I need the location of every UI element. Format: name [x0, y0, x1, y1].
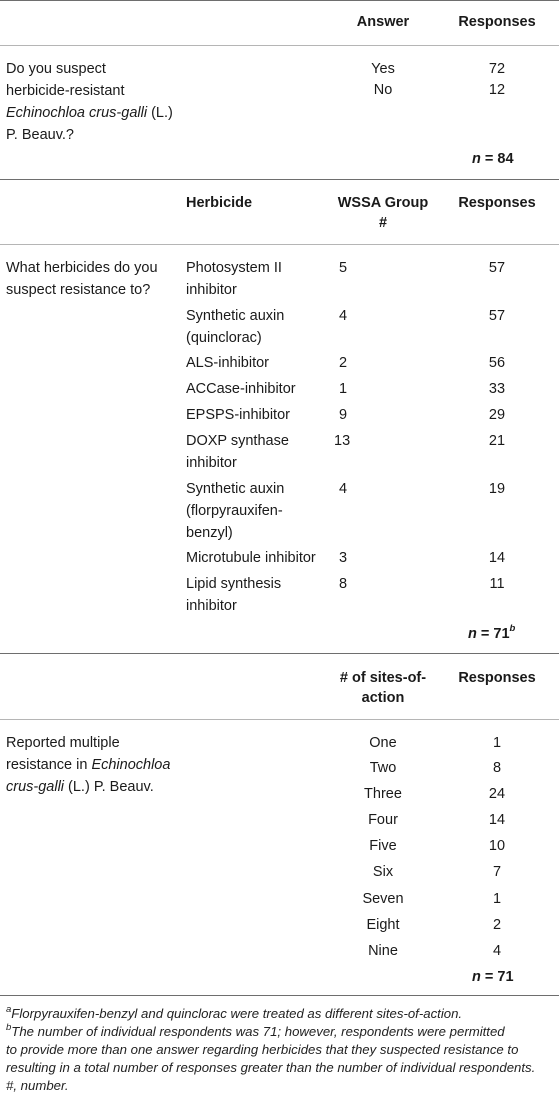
sites-responses-2: 8: [492, 760, 502, 776]
group-row-7: 4: [339, 481, 348, 497]
n-value-2: = 71: [476, 626, 510, 642]
group-row-9: 8: [339, 576, 348, 592]
group-row-1: 5: [339, 260, 348, 276]
herbicide-row-6-line2: inhibitor: [186, 455, 237, 471]
responses-row-5: 29: [488, 407, 506, 423]
herbicide-row-1-line2: inhibitor: [186, 282, 237, 298]
question-multiple-resistance-line2: [6, 756, 170, 775]
n-label: n: [472, 151, 481, 167]
section3-header-rule: [0, 719, 559, 720]
section1-bottom-rule: [0, 179, 559, 180]
herbicide-row-1-line1: Photosystem II: [186, 260, 282, 276]
sites-responses-8: 2: [492, 917, 502, 933]
sites-row-1: One: [369, 735, 397, 751]
footnote-b-line1: [6, 1023, 554, 1041]
section2-bottom-rule: [0, 653, 559, 654]
section1-header-rule: [0, 45, 559, 46]
herbicide-row-3: ALS-inhibitor: [186, 355, 270, 371]
n-value-3: = 71: [480, 969, 514, 985]
sites-row-4: Four: [368, 812, 398, 828]
group-row-6: 13: [334, 433, 351, 449]
answer-yes: Yes: [371, 61, 395, 77]
footnote-a-text: Florpyrauxifen-benzyl and quinclorac were treated as different sites-of-action.: [11, 1006, 463, 1021]
header-wssa-group-line2: #: [378, 215, 388, 231]
question-resistance-suspected-line3: [6, 104, 173, 123]
group-row-4: 1: [339, 381, 348, 397]
sites-responses-3: 24: [488, 786, 506, 802]
sites-row-6: Six: [372, 864, 394, 880]
footnote-b-marker: b: [6, 1021, 12, 1033]
sites-responses-9: 4: [492, 943, 502, 959]
group-row-8: 3: [339, 550, 348, 566]
sites-row-2: Two: [369, 760, 397, 776]
footnote-hash: #, number.: [6, 1078, 69, 1093]
n-value: = 84: [480, 151, 514, 167]
answer-no: No: [373, 82, 393, 98]
question-resistance-suspected-line2: herbicide-resistant: [6, 83, 125, 99]
responses-row-8: 14: [488, 550, 506, 566]
question-text: resistance in: [6, 757, 92, 773]
section1-n-total: [472, 150, 514, 169]
header-wssa-group-line1: WSSA Group: [337, 195, 429, 211]
table-top-rule: [0, 0, 559, 1]
responses-row-4: 33: [488, 381, 506, 397]
responses-no: 12: [488, 82, 506, 98]
n-label-2: n: [468, 626, 477, 642]
sites-row-5: Five: [369, 838, 397, 854]
herbicide-row-9-line2: inhibitor: [186, 598, 237, 614]
footnote-a-marker: a: [6, 1003, 12, 1015]
genus-name: Echinochloa: [91, 757, 171, 773]
header-sites-line2: action: [361, 690, 405, 706]
herbicide-row-7-line2: (florpyrauxifen-: [186, 503, 283, 519]
sites-responses-7: 1: [492, 891, 502, 907]
responses-row-9: 11: [489, 576, 505, 592]
herbicide-row-9-line1: Lipid synthesis: [186, 576, 282, 592]
responses-row-3: 56: [488, 355, 506, 371]
responses-row-7: 19: [488, 481, 506, 497]
herbicide-row-6-line1: DOXP synthase: [186, 433, 289, 449]
herbicide-row-5: EPSPS-inhibitor: [186, 407, 290, 423]
footnote-marker-b: b: [509, 623, 516, 635]
table-bottom-rule: [0, 995, 559, 996]
responses-row-2: 57: [488, 308, 506, 324]
section2-n-total: [468, 625, 515, 644]
responses-row-6: 21: [488, 433, 506, 449]
sites-row-9: Nine: [368, 943, 398, 959]
sites-row-7: Seven: [362, 891, 404, 907]
question-resistance-suspected-line4: P. Beauv.?: [6, 127, 74, 143]
species-authority-2: (L.) P. Beauv.: [64, 779, 154, 795]
sites-responses-6: 7: [492, 864, 502, 880]
footnote-b-line2: to provide more than one answer regarding herbicides that they suspected resistance to: [6, 1042, 519, 1057]
herbicide-row-2-line1: Synthetic auxin: [186, 308, 285, 324]
footnote-a: [6, 1005, 554, 1023]
herbicide-row-4: ACCase-inhibitor: [186, 381, 296, 397]
group-row-2: 4: [339, 308, 348, 324]
species-authority: (L.): [147, 105, 173, 121]
group-row-5: 9: [339, 407, 348, 423]
herbicide-row-7-line1: Synthetic auxin: [186, 481, 285, 497]
group-row-3: 2: [339, 355, 348, 371]
responses-row-1: 57: [488, 260, 506, 276]
header-responses: Responses: [458, 14, 536, 30]
herbicide-row-7-line3: benzyl): [186, 525, 233, 541]
species-name: Echinochloa crus-galli: [6, 105, 148, 121]
footnote-b-text-1: The number of individual respondents was 71; however, respondents were permitted: [11, 1024, 505, 1039]
sites-responses-1: 1: [492, 735, 502, 751]
sites-responses-4: 14: [488, 812, 506, 828]
n-label-3: n: [472, 969, 481, 985]
question-resistance-suspected-line1: Do you suspect: [6, 61, 106, 77]
question-multiple-resistance-line3: [6, 778, 154, 797]
header-sites-line1: # of sites-of-: [339, 670, 427, 686]
species-epithet: crus-galli: [6, 779, 65, 795]
responses-yes: 72: [488, 61, 506, 77]
footnote-b-line3: resulting in a total number of responses greater than the number of individual respondents.: [6, 1060, 536, 1075]
header-responses-3: Responses: [458, 670, 536, 686]
herbicide-row-8: Microtubule inhibitor: [186, 550, 316, 566]
section3-n-total: [472, 968, 514, 987]
question-multiple-resistance-line1: Reported multiple: [6, 735, 120, 751]
sites-row-8: Eight: [366, 917, 400, 933]
header-answer: Answer: [356, 14, 410, 30]
header-herbicide: Herbicide: [186, 195, 253, 211]
question-herbicides-line1: What herbicides do you: [6, 260, 158, 276]
sites-responses-5: 10: [488, 838, 506, 854]
section2-header-rule: [0, 244, 559, 245]
herbicide-row-2-line2: (quinclorac): [186, 330, 262, 346]
header-responses-2: Responses: [458, 195, 536, 211]
sites-row-3: Three: [364, 786, 402, 802]
question-herbicides-line2: suspect resistance to?: [6, 282, 151, 298]
